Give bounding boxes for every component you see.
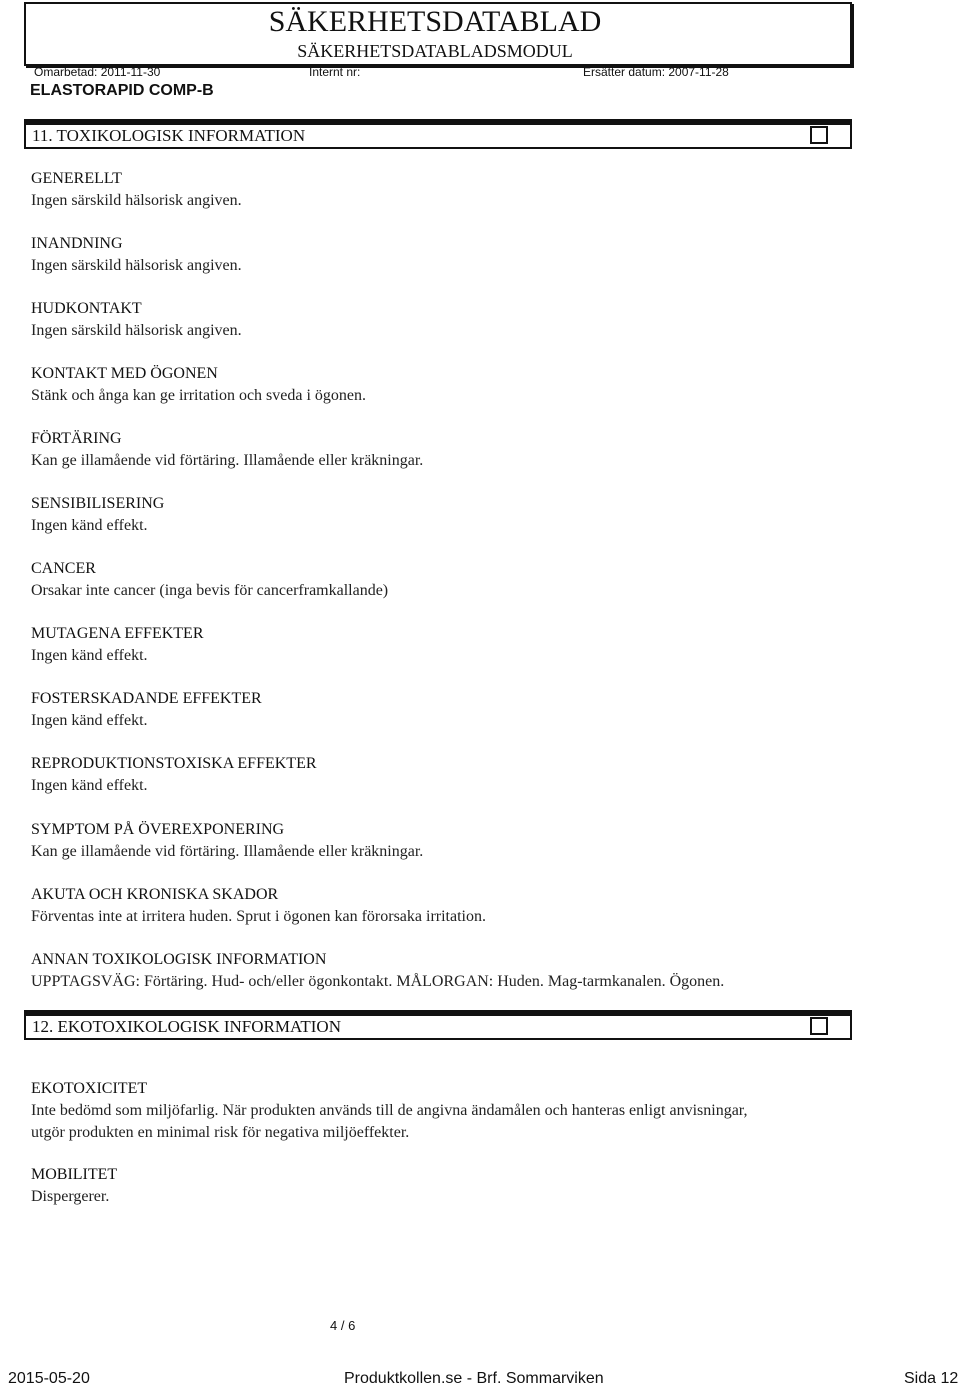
item-heading: FOSTERSKADANDE EFFEKTER bbox=[31, 690, 262, 707]
replaces-date: Ersätter datum: 2007-11-28 bbox=[583, 65, 729, 79]
item-text: Ingen särskild hälsorisk angiven. bbox=[31, 257, 242, 274]
item-text: Orsakar inte cancer (inga bevis för cancerframkallande) bbox=[31, 582, 389, 599]
item-text: Ingen känd effekt. bbox=[31, 647, 148, 664]
item-text: Ingen känd effekt. bbox=[31, 712, 148, 729]
page-number: 4 / 6 bbox=[330, 1318, 356, 1333]
item-text: Ingen känd effekt. bbox=[31, 777, 148, 794]
item-heading: GENERELLT bbox=[31, 170, 122, 187]
document-title: SÄKERHETSDATABLAD bbox=[268, 5, 602, 38]
item-heading: FÖRTÄRING bbox=[31, 430, 122, 447]
item-text: Dispergerer. bbox=[31, 1188, 110, 1205]
item-heading: AKUTA OCH KRONISKA SKADOR bbox=[31, 886, 279, 903]
item-text: Ingen känd effekt. bbox=[31, 517, 148, 534]
item-text: Inte bedömd som miljöfarlig. När produkten används till de angivna ändamålen och hanteras enligt anvisningar, bbox=[31, 1102, 748, 1119]
item-text: Kan ge illamående vid förtäring. Illamående eller kräkningar. bbox=[31, 843, 424, 860]
item-text: Förventas inte at irritera huden. Sprut i ögonen kan förorsaka irritation. bbox=[31, 908, 486, 925]
item-heading: EKOTOXICITET bbox=[31, 1080, 148, 1097]
item-heading: INANDNING bbox=[31, 235, 123, 252]
item-heading: CANCER bbox=[31, 560, 96, 577]
revised-date: Omarbetad: 2011-11-30 bbox=[34, 65, 161, 79]
item-heading: HUDKONTAKT bbox=[31, 300, 142, 317]
product-name: ELASTORAPID COMP-B bbox=[30, 82, 214, 99]
section-12-bar bbox=[24, 1014, 852, 1040]
section-11-title: 11. TOXIKOLOGISK INFORMATION bbox=[32, 126, 306, 145]
item-heading: MOBILITET bbox=[31, 1166, 118, 1183]
footer-source: Produktkollen.se - Brf. Sommarviken bbox=[344, 1370, 604, 1387]
internal-number: Internt nr: bbox=[309, 65, 361, 79]
item-heading: MUTAGENA EFFEKTER bbox=[31, 625, 204, 642]
section-11-bar bbox=[24, 123, 852, 149]
item-heading: ANNAN TOXIKOLOGISK INFORMATION bbox=[31, 951, 327, 968]
section-12-title: 12. EKOTOXIKOLOGISK INFORMATION bbox=[32, 1017, 341, 1036]
item-heading: REPRODUKTIONSTOXISKA EFFEKTER bbox=[31, 755, 317, 772]
item-text: Stänk och ånga kan ge irritation och sveda i ögonen. bbox=[31, 387, 367, 404]
item-heading: SYMPTOM PÅ ÖVEREXPONERING bbox=[31, 821, 285, 838]
footer-page: Sida 12 bbox=[904, 1370, 959, 1387]
document-subtitle: SÄKERHETSDATABLADSMODUL bbox=[297, 41, 573, 61]
item-text: UPPTAGSVÄG: Förtäring. Hud- och/eller ögonkontakt. MÅLORGAN: Huden. Mag-tarmkanalen. Ögonen. bbox=[31, 973, 725, 990]
item-text: utgör produkten en minimal risk för negativa miljöeffekter. bbox=[31, 1124, 410, 1141]
item-heading: KONTAKT MED ÖGONEN bbox=[31, 365, 218, 382]
checkbox-icon bbox=[810, 126, 828, 144]
item-text: Ingen särskild hälsorisk angiven. bbox=[31, 322, 242, 339]
checkbox-icon bbox=[810, 1017, 828, 1035]
item-text: Kan ge illamående vid förtäring. Illamående eller kräkningar. bbox=[31, 452, 424, 469]
item-text: Ingen särskild hälsorisk angiven. bbox=[31, 192, 242, 209]
item-heading: SENSIBILISERING bbox=[31, 495, 165, 512]
footer-date: 2015-05-20 bbox=[8, 1370, 90, 1387]
